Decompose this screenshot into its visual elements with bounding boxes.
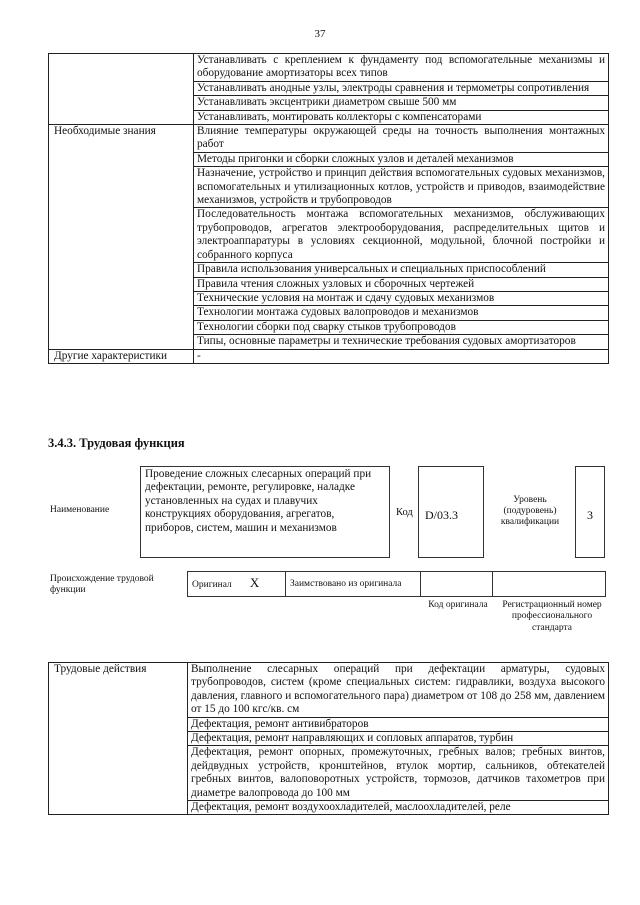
level-label: Уровень (подуровень) квалификации bbox=[500, 495, 560, 527]
row-label-actions: Трудовые действия bbox=[49, 663, 188, 815]
original-mark: X bbox=[249, 575, 260, 590]
list-item: Влияние температуры окружающей среды на точность выполнения монтажных работ bbox=[194, 125, 609, 153]
level-box bbox=[575, 466, 605, 558]
code-box bbox=[418, 466, 484, 558]
code-original-cell bbox=[421, 572, 493, 597]
code-value: D/03.3 bbox=[425, 508, 458, 522]
list-item: Технологии сборки под сварку стыков трубопроводов bbox=[194, 320, 609, 334]
list-item: Дефектация, ремонт воздухоохладителей, маслоохладителей, реле bbox=[188, 801, 609, 815]
list-item: Типы, основные параметры и технические требования судовых амортизаторов bbox=[194, 335, 609, 349]
reg-number-caption: Регистрационный номер профессионального стандарта bbox=[502, 600, 602, 633]
table-row bbox=[49, 663, 609, 718]
table-row bbox=[49, 54, 609, 82]
list-item: Правила чтения сложных узловых и сборочных чертежей bbox=[194, 277, 609, 291]
list-item: Дефектация, ремонт направляющих и сопловых аппаратов, турбин bbox=[188, 732, 609, 746]
original-label: Оригинал bbox=[192, 580, 232, 590]
list-item: Методы пригонки и сборки сложных узлов и деталей механизмов bbox=[194, 152, 609, 166]
code-label: Код bbox=[396, 507, 413, 518]
borrowed-label: Заимствовано из оригинала bbox=[286, 572, 421, 597]
table-row bbox=[49, 349, 609, 363]
list-item: Устанавливать с креплением к фундаменту под вспомогательные механизмы и оборудование амортизаторы всех типов bbox=[194, 54, 609, 82]
list-item: - bbox=[194, 349, 609, 363]
reg-number-cell bbox=[493, 572, 606, 597]
origin-original-cell bbox=[188, 572, 286, 597]
list-item: Последовательность монтажа вспомогательных механизмов, обслуживающих трубопроводов, агрегатов электрооборудования, распределительных щитов и электроаппаратуры в условиях секционной, модульной, блочной постройки и собранного корпуса bbox=[194, 208, 609, 263]
list-item: Технические условия на монтаж и сдачу судовых механизмов bbox=[194, 291, 609, 305]
list-item: Дефектация, ремонт опорных, промежуточных, гребных валов; гребных винтов, дейдвудных устройств, кронштейнов, втулок мортир, сальников, обтекателей гребных винтов, валоповоротных устройств, тормозов, датчиков тахометров при диаметре валопровода до 100 мм bbox=[188, 746, 609, 801]
list-item: Устанавливать эксцентрики диаметром свыше 500 мм bbox=[194, 96, 609, 110]
page-number: 37 bbox=[314, 28, 326, 40]
name-label: Наименование bbox=[50, 505, 110, 515]
level-value: 3 bbox=[587, 508, 593, 522]
list-item: Устанавливать анодные узлы, электроды сравнения и термометры сопротивления bbox=[194, 81, 609, 95]
row-label-other: Другие характеристики bbox=[49, 349, 194, 363]
code-original-caption: Код оригинала bbox=[428, 600, 488, 610]
list-item: Выполнение слесарных операций при дефектации арматуры, судовых трубопроводов, систем (кроме специальных систем: гидравлики, воздуха высокого давления, главного и вспомогательного пара) диаметром от 108 до 258 мм, давлением от 15 до 100 кгс/кв. см bbox=[188, 663, 609, 718]
function-name-box: Проведение сложных слесарных операций при дефектации, ремонте, регулировке, наладке установленных на судах и плавучих конструкциях оборудования, агрегатов, приборов, систем, машин и механизмов bbox=[140, 466, 390, 558]
section-title: 3.4.3. Трудовая функция bbox=[48, 436, 185, 450]
table-row bbox=[49, 125, 609, 153]
row-label bbox=[49, 54, 194, 125]
list-item: Назначение, устройство и принцип действия вспомогательных судовых механизмов, вспомогательных и утилизационных котлов, устройств и приводов, взаимодействие механизмов, устройств и трубопроводов bbox=[194, 167, 609, 208]
list-item: Правила использования универсальных и специальных приспособлений bbox=[194, 263, 609, 277]
list-item: Дефектация, ремонт антивибраторов bbox=[188, 717, 609, 731]
labor-actions-table bbox=[48, 662, 609, 815]
list-item: Технологии монтажа судовых валопроводов и механизмов bbox=[194, 306, 609, 320]
origin-label: Происхождение трудовой функции bbox=[50, 574, 154, 595]
origin-table bbox=[187, 571, 606, 597]
list-item: Устанавливать, монтировать коллекторы с компенсаторами bbox=[194, 110, 609, 124]
row-label-knowledge: Необходимые знания bbox=[49, 125, 194, 350]
skills-knowledge-table bbox=[48, 53, 609, 364]
